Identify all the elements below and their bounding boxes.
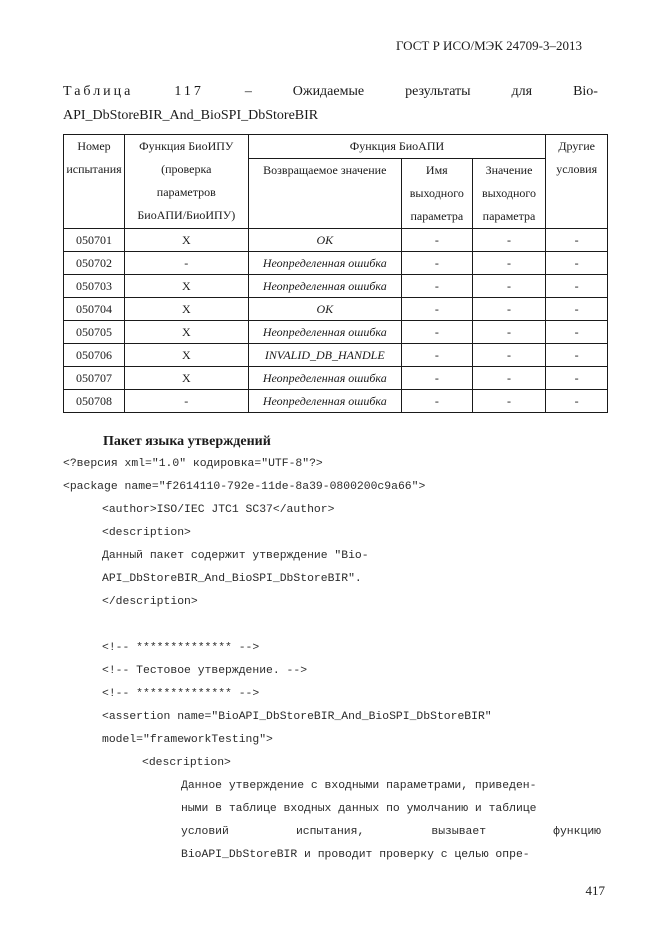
cell-output-name: - (401, 390, 472, 413)
code-line: <package name="f2614110-792e-11de-8a39-0800200c9a66"> (63, 481, 426, 493)
cell-other: - (546, 344, 608, 367)
code-line: <!-- ************** --> (102, 688, 260, 700)
code-line: </description> (102, 596, 198, 608)
header-line: Функция БиоИПУ (139, 139, 234, 153)
table-row (64, 344, 608, 367)
cell-output-value: - (472, 367, 546, 390)
caption-word-for: для (511, 84, 533, 99)
cell-return-value: Неопределенная ошибка (248, 275, 401, 298)
cell-test-number: 050708 (64, 390, 125, 413)
cell-bioipu: X (124, 229, 248, 252)
table-row (64, 229, 608, 252)
cell-return-value: Неопределенная ошибка (248, 252, 401, 275)
header-line: выходного (481, 186, 537, 200)
header-line: параметра (482, 209, 536, 223)
code-word: условий (181, 826, 229, 838)
header-line: условия (556, 162, 598, 176)
header-line: параметра (410, 209, 464, 223)
caption-table-number: 117 (174, 84, 204, 99)
cell-test-number: 050701 (64, 229, 125, 252)
code-line: <author>ISO/IEC JTC1 SC37</author> (102, 504, 335, 516)
code-line: <!-- Тестовое утверждение. --> (102, 665, 308, 677)
code-line: <?версия xml="1.0" кодировка="UTF-8"?> (63, 458, 323, 470)
table-row (64, 275, 608, 298)
cell-output-name: - (401, 321, 472, 344)
cell-output-value: - (472, 275, 546, 298)
header-return-value: Возвращаемое значение (248, 159, 401, 229)
cell-test-number: 050703 (64, 275, 125, 298)
header-line: Другие (558, 139, 596, 153)
header-line: Значение (485, 163, 533, 177)
table-row (64, 298, 608, 321)
header-line: выходного (409, 186, 464, 200)
caption-word-bio: Bio- (573, 84, 598, 99)
table-caption-line1 (63, 84, 598, 100)
code-word: вызывает (431, 826, 487, 838)
code-line: API_DbStoreBIR_And_BioSPI_DbStoreBIR". (102, 573, 362, 585)
table-row (64, 367, 608, 390)
cell-return-value: Неопределенная ошибка (248, 321, 401, 344)
header-other-conditions (546, 135, 608, 229)
cell-test-number: 050707 (64, 367, 125, 390)
code-line: <assertion name="BioAPI_DbStoreBIR_And_BioSPI_DbStoreBIR" (102, 711, 492, 723)
cell-other: - (546, 298, 608, 321)
header-line: БиоАПИ/БиоИПУ) (137, 208, 236, 222)
cell-output-name: - (401, 344, 472, 367)
cell-output-value: - (472, 321, 546, 344)
code-line: <!-- ************** --> (102, 642, 260, 654)
header-bioapi-function: Функция БиоАПИ (248, 135, 546, 159)
header-output-param-name (401, 159, 472, 229)
cell-bioipu: X (124, 321, 248, 344)
cell-output-value: - (472, 298, 546, 321)
cell-output-value: - (472, 344, 546, 367)
code-line: ными в таблице входных данных по умолчанию и таблице (181, 803, 537, 815)
code-line-justified (181, 826, 601, 838)
code-word: функцию (553, 826, 601, 838)
cell-other: - (546, 367, 608, 390)
code-line: model="frameworkTesting"> (102, 734, 273, 746)
header-line: Номер (77, 139, 111, 153)
cell-other: - (546, 275, 608, 298)
cell-other: - (546, 229, 608, 252)
caption-word-table: Таблица (63, 84, 134, 99)
cell-output-name: - (401, 252, 472, 275)
cell-bioipu: - (124, 252, 248, 275)
section-title: Пакет языка утверждений (103, 434, 271, 449)
document-header: ГОСТ Р ИСО/МЭК 24709-3–2013 (395, 38, 582, 53)
table-caption-line2: API_DbStoreBIR_And_BioSPI_DbStoreBIR (63, 108, 319, 123)
cell-output-value: - (472, 252, 546, 275)
header-test-number (64, 135, 125, 229)
code-line: BioAPI_DbStoreBIR и проводит проверку с целью опре- (181, 849, 530, 861)
header-bioipu-function (124, 135, 248, 229)
cell-output-name: - (401, 367, 472, 390)
cell-test-number: 050702 (64, 252, 125, 275)
caption-word-results: результаты (405, 84, 471, 99)
code-line: Данный пакет содержит утверждение "Bio- (102, 550, 369, 562)
cell-output-name: - (401, 275, 472, 298)
cell-return-value: Неопределенная ошибка (248, 367, 401, 390)
table-row (64, 252, 608, 275)
code-line: <description> (142, 757, 231, 769)
cell-output-value: - (472, 390, 546, 413)
code-line: <description> (102, 527, 191, 539)
expected-results-table (63, 134, 608, 413)
cell-return-value: INVALID_DB_HANDLE (248, 344, 401, 367)
cell-test-number: 050706 (64, 344, 125, 367)
cell-bioipu: X (124, 344, 248, 367)
cell-bioipu: X (124, 298, 248, 321)
header-line: испытания (66, 162, 122, 176)
cell-return-value: Неопределенная ошибка (248, 390, 401, 413)
cell-bioipu: X (124, 367, 248, 390)
cell-return-value: OK (248, 298, 401, 321)
cell-test-number: 050705 (64, 321, 125, 344)
header-output-param-value (472, 159, 546, 229)
cell-test-number: 050704 (64, 298, 125, 321)
cell-return-value: OK (248, 229, 401, 252)
cell-output-name: - (401, 298, 472, 321)
caption-dash: – (244, 84, 252, 99)
cell-other: - (546, 252, 608, 275)
cell-output-name: - (401, 229, 472, 252)
code-word: испытания, (295, 826, 365, 838)
cell-bioipu: X (124, 275, 248, 298)
cell-other: - (546, 390, 608, 413)
cell-output-value: - (472, 229, 546, 252)
header-line: (проверка (161, 162, 212, 176)
caption-word-expected: Ожидаемые (292, 84, 365, 99)
table-row (64, 321, 608, 344)
cell-other: - (546, 321, 608, 344)
header-line: Имя (425, 163, 448, 177)
header-line: параметров (156, 185, 216, 199)
code-line: Данное утверждение с входными параметрами, приведен- (181, 780, 537, 792)
page-number: 417 (585, 883, 605, 898)
cell-bioipu: - (124, 390, 248, 413)
table-row (64, 390, 608, 413)
